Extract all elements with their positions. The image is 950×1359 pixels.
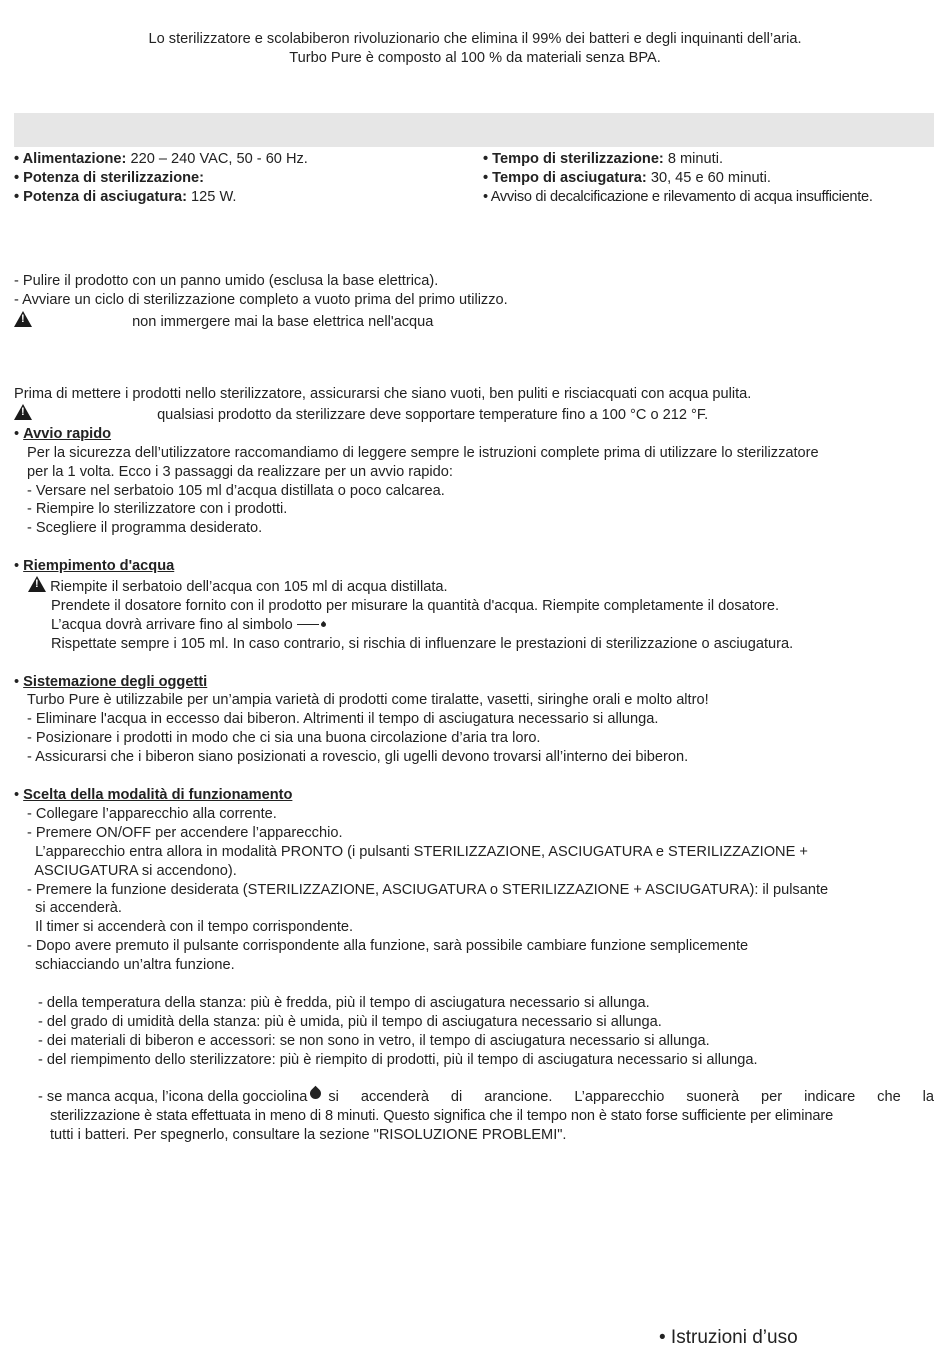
spec-descaling-alert: • Avviso di decalcificazione e rilevamento di acqua insufficiente. bbox=[483, 188, 873, 205]
mode-line-6: si accenderà. bbox=[27, 900, 122, 917]
placement-line-4: - Assicurarsi che i biberon siano posizionati a rovescio, gli ugelli devono trovarsi all’interno dei biberon. bbox=[27, 749, 689, 766]
spec-drying-time: • Tempo di asciugatura: 30, 45 e 60 minuti. bbox=[483, 169, 771, 186]
mode-line-5: - Premere la funzione desiderata (STERILIZZAZIONE, ASCIUGATURA o STERILIZZAZIONE + ASCIUGATURA): il pulsante bbox=[27, 881, 829, 898]
water-drop-icon bbox=[308, 1086, 324, 1102]
warning-triangle-icon bbox=[28, 576, 46, 592]
spec-sterilization-power: • Potenza di sterilizzazione: bbox=[14, 169, 204, 186]
first-use-line-1: - Pulire il prodotto con un panno umido (esclusa la base elettrica). bbox=[14, 273, 439, 289]
quick-start-step-1: - Versare nel serbatoio 105 ml d’acqua distillata o poco calcarea. bbox=[27, 482, 445, 499]
first-use-warning: ! non immergere mai la base elettrica nell'acqua bbox=[14, 311, 934, 332]
water-line-2: Prendete il dosatore fornito con il prodotto per misurare la quantità d'acqua. Riempite completamente il dosatore. bbox=[51, 597, 780, 614]
usage-warning: ! qualsiasi prodotto da sterilizzare deve sopportare temperature fino a 100 °C o 212 °F. bbox=[14, 404, 934, 425]
mode-heading: • Scelta della modalità di funzionamento bbox=[14, 786, 293, 803]
mode-line-3: L’apparecchio entra allora in modalità PRONTO (i pulsanti STERILIZZAZIONE, ASCIUGATURA e STERILIZZAZIONE + bbox=[27, 843, 808, 860]
mode-line-8: - Dopo avere premuto il pulsante corrispondente alla funzione, sarà possibile cambiare funzione semplicemente bbox=[27, 938, 749, 955]
footer-label: • Istruzioni d’uso bbox=[659, 1327, 798, 1348]
usage-section bbox=[14, 385, 934, 1145]
water-heading: • Riempimento d'acqua bbox=[14, 558, 175, 575]
water-alert-line-3: tutti i batteri. Per spegnerlo, consultare la sezione "RISOLUZIONE PROBLEMI". bbox=[50, 1127, 567, 1144]
quick-start-line-1: Per la sicurezza dell’utilizzatore raccomandiamo di leggere sempre le istruzioni complete prima di utilizzare lo sterilizzatore bbox=[27, 444, 819, 461]
quick-start-title: Avvio rapido bbox=[23, 425, 112, 442]
section-header-band bbox=[14, 113, 934, 147]
mode-line-1: - Collegare l’apparecchio alla corrente. bbox=[27, 805, 277, 822]
first-use-section bbox=[14, 272, 934, 332]
water-line-3: L’acqua dovrà arrivare fino al simbolo bbox=[14, 616, 934, 635]
mode-title: Scelta della modalità di funzionamento bbox=[23, 786, 293, 803]
mode-line-4: ASCIUGATURA si accendono). bbox=[27, 862, 237, 879]
intro-line-1: Lo sterilizzatore e scolabiberon rivoluzionario che elimina il 99% dei batteri e degli inquinanti dell’aria. bbox=[148, 31, 802, 47]
water-alert-line-2: sterilizzazione è stata effettuata in meno di 8 minuti. Questo significa che il tempo non è stato forse sufficiente per eliminare bbox=[50, 1108, 834, 1125]
intro bbox=[0, 30, 950, 68]
warning-triangle-icon bbox=[14, 404, 32, 420]
spec-drying-power: • Potenza di asciugatura: 125 W. bbox=[14, 188, 237, 205]
drying-factor-1: - della temperatura della stanza: più è fredda, più il tempo di asciugatura necessario si allunga. bbox=[38, 994, 650, 1011]
quick-start-step-2: - Riempire lo sterilizzatore con i prodotti. bbox=[27, 501, 288, 518]
first-use-line-2: - Avviare un ciclo di sterilizzazione completo a vuoto prima del primo utilizzo. bbox=[14, 291, 508, 308]
placement-line-1: Turbo Pure è utilizzabile per un’ampia varietà di prodotti come tiralatte, vasetti, siringhe orali e molto altro! bbox=[27, 692, 709, 709]
water-line-4: Rispettate sempre i 105 ml. In caso contrario, si rischia di influenzare le prestazioni di sterilizzazione o asciugatura. bbox=[51, 635, 794, 652]
water-title: Riempimento d'acqua bbox=[23, 558, 175, 575]
quick-start-step-3: - Scegliere il programma desiderato. bbox=[27, 520, 263, 537]
spec-power-supply: • Alimentazione: 220 – 240 VAC, 50 - 60 Hz. bbox=[14, 151, 308, 167]
specs-right bbox=[483, 150, 873, 207]
drying-factor-2: - del grado di umidità della stanza: più è umida, più il tempo di asciugatura necessario si allunga. bbox=[38, 1013, 662, 1030]
placement-line-2: - Eliminare l'acqua in eccesso dai biberon. Altrimenti il tempo di asciugatura necessario si allunga. bbox=[27, 711, 659, 728]
mode-line-2: - Premere ON/OFF per accendere l’apparecchio. bbox=[27, 824, 343, 841]
water-drop-icon bbox=[320, 621, 327, 628]
mode-line-9: schiacciando un’altra funzione. bbox=[27, 957, 235, 974]
water-line-1: ! Riempite il serbatoio dell’acqua con 105 ml di acqua distillata. bbox=[14, 576, 934, 597]
placement-line-3: - Posizionare i prodotti in modo che ci sia una buona circolazione d’aria tra loro. bbox=[27, 730, 541, 747]
placement-title: Sistemazione degli oggetti bbox=[23, 673, 208, 690]
placement-heading: • Sistemazione degli oggetti bbox=[14, 673, 208, 690]
usage-intro: Prima di mettere i prodotti nello sterilizzatore, assicurarsi che siano vuoti, ben puliti e risciacquati con acqua pulita. bbox=[14, 386, 752, 402]
quick-start-line-2: per la 1 volta. Ecco i 3 passaggi da realizzare per un avvio rapido: bbox=[27, 463, 453, 480]
warning-triangle-icon bbox=[14, 311, 32, 327]
intro-line-2: Turbo Pure è composto al 100 % da materiali senza BPA. bbox=[289, 49, 661, 66]
water-level-line-icon bbox=[297, 624, 319, 625]
spec-sterilization-time: • Tempo di sterilizzazione: 8 minuti. bbox=[483, 151, 724, 167]
drying-factor-4: - del riempimento dello sterilizzatore: più è riempito di prodotti, più il tempo di asciugatura necessario si allunga. bbox=[38, 1051, 758, 1068]
specs-left bbox=[14, 150, 308, 207]
water-alert-line-1: - se manca acqua, l’icona della gocciolina si accenderà di arancione. L’apparecchio suonerà per indicare che la bbox=[14, 1088, 934, 1107]
quick-start-heading: • Avvio rapido bbox=[14, 425, 112, 442]
drying-factor-3: - dei materiali di biberon e accessori: se non sono in vetro, il tempo di asciugatura necessario si allunga. bbox=[38, 1032, 710, 1049]
mode-line-7: Il timer si accenderà con il tempo corrispondente. bbox=[27, 919, 354, 936]
